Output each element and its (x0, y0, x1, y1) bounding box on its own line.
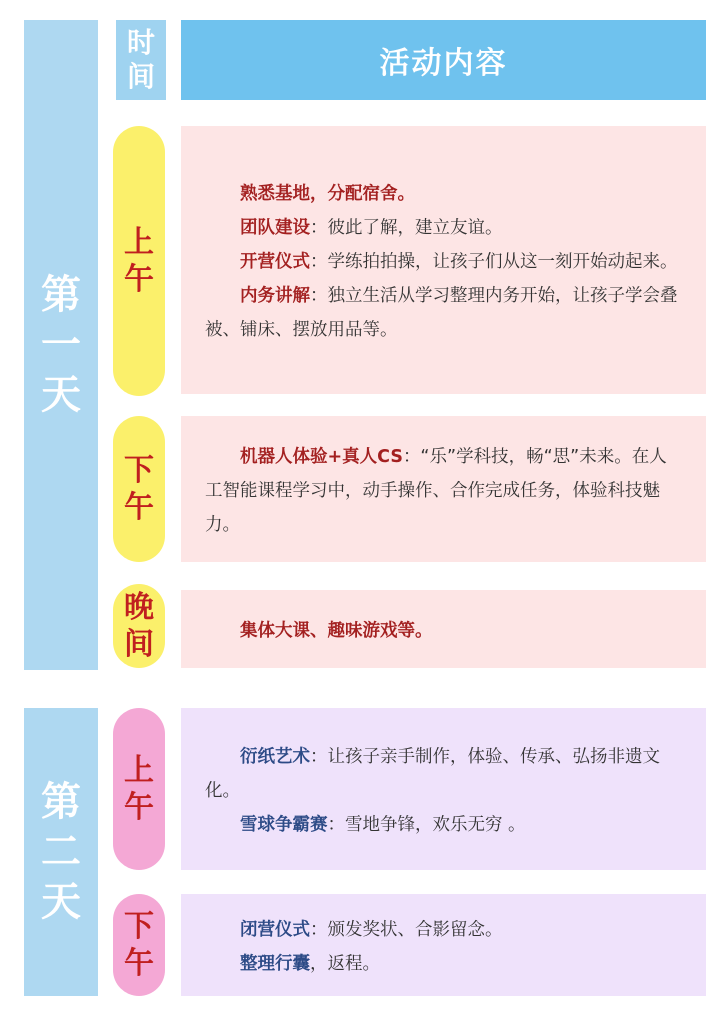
slot-label-char: 间 (124, 627, 154, 662)
slot-label-char: 午 (124, 790, 154, 825)
day-1-char: 第 (41, 272, 81, 318)
slot-day2-afternoon (113, 894, 165, 996)
activity-item (205, 279, 682, 347)
activity-title: 整理行囊 (240, 954, 310, 974)
activity-text: ，返程。 (310, 954, 380, 974)
activity-box-day1-morning (181, 126, 706, 394)
activity-title: 雪球争霸赛 (240, 815, 328, 835)
activity-text: ：学练拍拍操，让孩子们从这一刻开始动起来。 (310, 252, 678, 272)
activity-text: ：“乐”学科技，畅“思”未来。在人工智能课程学习中，动手操作、合作完成任务，体验科技魅力。 (205, 447, 667, 535)
activity-box-day2-morning (181, 708, 706, 870)
activity-item (205, 614, 682, 648)
activity-item (205, 913, 682, 947)
activity-text: ：彼此了解，建立友谊。 (310, 218, 503, 238)
activity-text: ：独立生活从学习整理内务开始，让孩子学会叠被、铺床、摆放用品等。 (205, 286, 678, 340)
slot-day1-afternoon (113, 416, 165, 562)
activity-box-day2-afternoon (181, 894, 706, 996)
day-2-label (24, 708, 98, 996)
activity-title: 内务讲解 (240, 286, 310, 306)
activity-box-day1-afternoon (181, 416, 706, 562)
activity-item (205, 245, 682, 279)
activity-title: 衍纸艺术 (240, 747, 310, 767)
day-1-char: 天 (41, 372, 81, 418)
activity-title: 熟悉基地，分配宿舍。 (240, 184, 415, 204)
day-2-char: 天 (41, 879, 81, 925)
content-header-title: 活动内容 (379, 46, 508, 81)
day-2-char: 二 (41, 829, 81, 875)
time-header-char: 时 (126, 26, 155, 60)
activity-title: 团队建设 (240, 218, 310, 238)
activity-text: ：让孩子亲手制作，体验、传承、弘扬非遗文化。 (205, 747, 660, 801)
activity-item (205, 211, 682, 245)
slot-day2-morning (113, 708, 165, 870)
activity-text: ：雪地争锋，欢乐无穷 。 (327, 815, 526, 835)
content-column-header (181, 20, 706, 100)
slot-day1-evening (113, 584, 165, 668)
activity-title: 闭营仪式 (240, 920, 310, 940)
day-1-label (24, 20, 98, 670)
slot-label-char: 午 (124, 490, 154, 525)
activity-item (205, 808, 682, 842)
activity-title: 集体大课、趣味游戏等。 (240, 621, 433, 641)
time-header-char: 间 (126, 60, 155, 93)
activity-title: 开营仪式 (240, 252, 310, 272)
slot-label-char: 午 (124, 262, 154, 297)
slot-label-char: 下 (124, 452, 154, 488)
day-2-char: 第 (41, 779, 81, 825)
activity-box-day1-evening (181, 590, 706, 668)
activity-text: ：颁发奖状、合影留念。 (310, 920, 503, 940)
day-1-char: 一 (41, 322, 81, 368)
activity-item (205, 440, 682, 542)
slot-label-char: 上 (124, 224, 154, 260)
time-column-header (116, 20, 166, 100)
slot-day1-morning (113, 126, 165, 396)
slot-label-char: 午 (124, 946, 154, 981)
slot-label-char: 上 (124, 752, 154, 788)
activity-item (205, 177, 682, 211)
activity-item (205, 740, 682, 808)
activity-title: 机器人体验+真人CS (240, 447, 403, 467)
slot-label-char: 晚 (124, 589, 154, 625)
slot-label-char: 下 (124, 908, 154, 944)
activity-item (205, 947, 682, 981)
